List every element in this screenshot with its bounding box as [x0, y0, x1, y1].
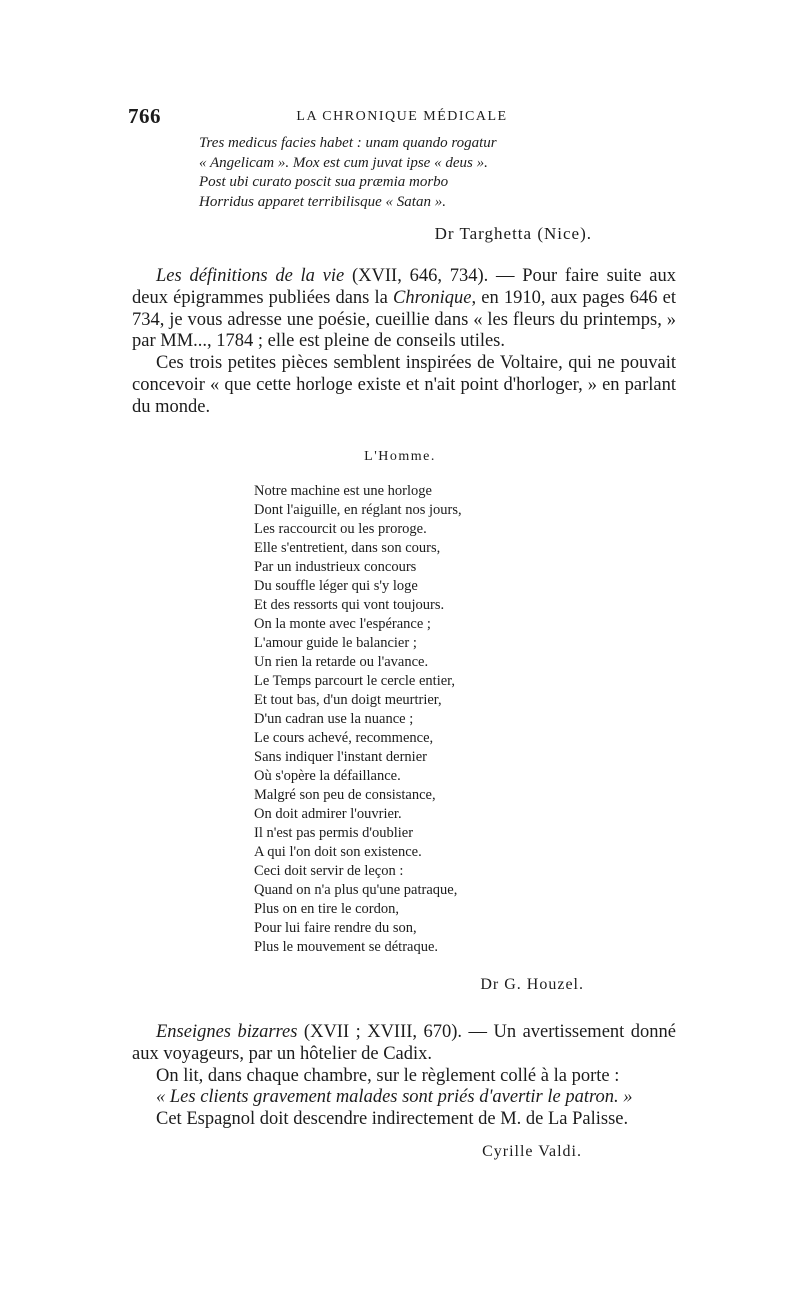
poem-line: Il n'est pas permis d'oublier	[254, 825, 414, 841]
poem-line: Elle s'entretient, dans son cours,	[254, 540, 441, 556]
latin-verse-line: Horridus apparet terribilisque « Satan ».	[199, 193, 446, 210]
poem-line: Par un industrieux concours	[254, 559, 417, 575]
poem-line: Malgré son peu de consistance,	[254, 787, 436, 803]
poem-line: Et tout bas, d'un doigt meurtrier,	[254, 692, 442, 708]
poem-title: L'Homme.	[364, 449, 436, 464]
paragraph	[132, 266, 676, 353]
poem-line: Un rien la retarde ou l'avance.	[254, 654, 429, 670]
poem-line: Les raccourcit ou les proroge.	[254, 521, 427, 537]
latin-verse-line: Tres medicus facies habet : unam quando rogatur	[199, 135, 497, 151]
poem-line: Pour lui faire rendre du son,	[254, 920, 417, 936]
poem-line: Notre machine est une horloge	[254, 483, 432, 499]
poem-line: L'amour guide le balancier ;	[254, 635, 417, 651]
poem-line: Le Temps parcourt le cercle entier,	[254, 673, 456, 689]
latin-verse-line: Post ubi curato poscit sua præmia morbo	[199, 174, 449, 190]
paragraph: Cet Espagnol doit descendre indirectement de M. de La Palisse.	[156, 1109, 629, 1130]
latin-verse-line: « Angelicam ». Mox est cum juvat ipse « deus ».	[199, 154, 488, 171]
page-number: 766	[128, 104, 161, 128]
poem-line: Du souffle léger qui s'y loge	[254, 578, 418, 594]
poem-line: Où s'opère la défaillance.	[254, 768, 401, 784]
poem-line: Quand on n'a plus qu'une patraque,	[254, 882, 458, 898]
running-head: LA CHRONIQUE MÉDICALE	[296, 109, 508, 124]
poem-body	[254, 482, 462, 957]
poem-line: Sans indiquer l'instant dernier	[254, 749, 427, 765]
poem-line: Ceci doit servir de leçon :	[254, 863, 404, 879]
paragraph: Ces trois petites pièces semblent inspirées de Voltaire, qui ne pouvait concevoir « que cette horloge existe et n'ait point d'horloger, » en parlant du monde.	[132, 353, 676, 417]
poem-line: Plus on en tire le cordon,	[254, 901, 399, 917]
poem-line: On la monte avec l'espérance ;	[254, 616, 431, 632]
poem-line: A qui l'on doit son existence.	[254, 844, 422, 860]
paragraph	[132, 1022, 676, 1066]
section-enseignes-bizarres	[132, 1022, 676, 1131]
paragraph-text: , en 1910, aux pages 646 et 734, je vous adresse une poésie, cueillie dans « les fleurs du printemps, » par MM..., 1784 ; elle est pleine de conseils utiles.	[132, 287, 676, 352]
quote-paragraph	[132, 1087, 676, 1109]
paragraph: On lit, dans chaque chambre, sur le règlement collé à la porte :	[156, 1065, 620, 1086]
journal-title: Chronique	[393, 287, 472, 308]
signature-valdi: Cyrille Valdi.	[482, 1143, 582, 1160]
quoted-notice: « Les clients gravement malades sont priés d'avertir le patron. »	[156, 1087, 633, 1108]
signature-targhetta: Dr Targhetta (Nice).	[434, 224, 592, 243]
poem-line: D'un cadran use la nuance ;	[254, 711, 414, 727]
paragraph-text: (XVII, 646, 734). — Pour faire suite aux deux épigrammes publiées dans la	[132, 266, 676, 308]
latin-epigram	[199, 134, 497, 212]
poem-line: Dont l'aiguille, en réglant nos jours,	[254, 502, 462, 518]
paragraph-text: (XVII ; XVIII, 670). — Un avertissement donné aux voyageurs, par un hôtelier de Cadix.	[132, 1022, 676, 1064]
section-definitions-vie	[132, 266, 676, 419]
page-header	[128, 104, 676, 128]
poem-line: Et des ressorts qui vont toujours.	[254, 597, 445, 613]
poem-line: Plus le mouvement se détraque.	[254, 939, 439, 955]
signature-houzel: Dr G. Houzel.	[480, 976, 584, 993]
section-lead-title: Les définitions de la vie	[156, 266, 345, 286]
poem-line: On doit admirer l'ouvrier.	[254, 806, 402, 822]
poem-line: Le cours achevé, recommence,	[254, 730, 434, 746]
section-lead-title: Enseignes bizarres	[156, 1022, 298, 1042]
